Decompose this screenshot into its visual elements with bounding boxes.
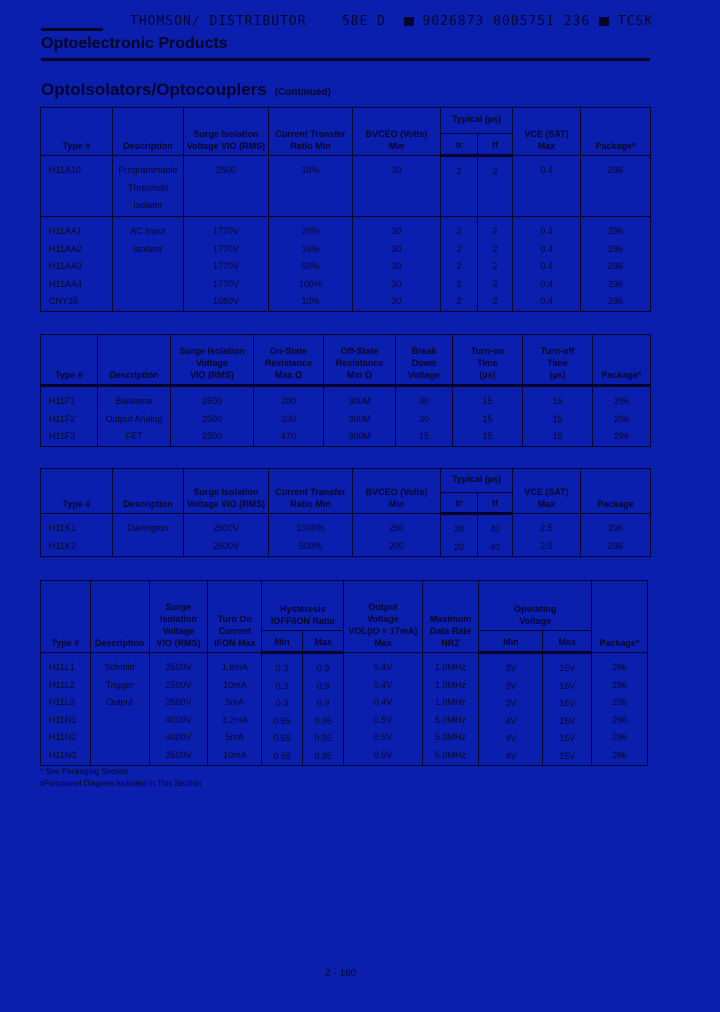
table-cell: 3V 3V 3V 4V 4V 4V bbox=[479, 653, 543, 766]
col-header: Turn-off Time (µs) bbox=[523, 335, 593, 386]
table-cell: 296 296 296 bbox=[593, 386, 651, 447]
table-cell: 1.0MHz 1.0MHz 1.0MHz 5.0MHz 5.0MHz 5.0MHz bbox=[422, 653, 479, 766]
table-cell: 200 330 470 bbox=[254, 386, 324, 447]
col-header: Typical (µs) bbox=[441, 469, 513, 493]
footnote: * See Packaging Section bbox=[40, 767, 129, 776]
col-header: Min bbox=[262, 631, 303, 653]
col-header: Package bbox=[581, 469, 651, 514]
table-cell: AC Input Isolator bbox=[113, 217, 184, 312]
header-bar bbox=[41, 28, 103, 31]
heading-text: OptoIsolators/Optocouplers bbox=[41, 80, 267, 99]
col-header: Surge Isolation Voltage VIO (RMS) bbox=[149, 581, 208, 653]
table-row bbox=[41, 514, 651, 557]
table-cell: 2500V 2500V 2500V 4000V 4000V 2500V bbox=[149, 653, 208, 766]
col-header: Type # bbox=[41, 581, 91, 653]
block-mark bbox=[404, 17, 414, 26]
block-mark bbox=[599, 17, 609, 26]
optoisolator-table bbox=[40, 107, 651, 312]
divider bbox=[41, 58, 650, 61]
col-header: tr bbox=[441, 134, 478, 156]
col-header: Description bbox=[113, 469, 184, 514]
table-cell: 0.4 0.4 0.4 0.4 0.4 bbox=[513, 217, 581, 312]
table-cell: 20% 10% 50% 100% 10% bbox=[269, 217, 353, 312]
col-header: Package* bbox=[593, 335, 651, 386]
code-text: 58E D bbox=[341, 14, 386, 29]
section-title: Optoelectronic Products bbox=[41, 35, 228, 52]
col-header: Description bbox=[113, 108, 184, 156]
table-cell: 2500 2500 2500 bbox=[171, 386, 254, 447]
table-cell: 250 200 bbox=[353, 514, 441, 557]
page-heading bbox=[41, 80, 331, 100]
table-cell: 2 2 2 2 2 bbox=[441, 217, 478, 312]
col-header: tr bbox=[441, 493, 478, 514]
table-cell: 10% bbox=[269, 156, 353, 217]
footnote: #Functional Diagram Included In This Section bbox=[40, 779, 202, 788]
table-cell: 1.6mA 10mA 5mA 3.2mA 5mA 10mA bbox=[208, 653, 262, 766]
table-cell: 2 2 2 2 2 bbox=[478, 217, 513, 312]
col-header: Maximum Data Rate NRZ bbox=[422, 581, 479, 653]
table-row bbox=[41, 653, 648, 766]
table-cell: 1000% 500% bbox=[269, 514, 353, 557]
table-cell: 16V 16V 16V 15V 15V 15V bbox=[543, 653, 592, 766]
col-header: tf bbox=[478, 493, 513, 514]
table-cell: 20 20 bbox=[441, 514, 478, 557]
table-cell: 2.5 2.5 bbox=[513, 514, 581, 557]
heading-note: (Continued) bbox=[274, 87, 331, 98]
col-header: BVCEO (Volts) Min bbox=[353, 108, 441, 156]
col-header: Break Down Voltage bbox=[396, 335, 453, 386]
col-header: Hysteresis IOFF/ION Ratio bbox=[262, 581, 344, 631]
table-cell: Schmitt Trigger Output bbox=[90, 653, 149, 766]
col-header: VCE (SAT) Max bbox=[513, 469, 581, 514]
col-header: Package* bbox=[581, 108, 651, 156]
table-cell: 296 296 296 296 296 296 bbox=[592, 653, 648, 766]
table-cell: 2500 bbox=[184, 156, 269, 217]
table-cell: 15 15 15 bbox=[523, 386, 593, 447]
col-header: VCE (SAT) Max bbox=[513, 108, 581, 156]
col-header: BVCEO (Volts) Min bbox=[353, 469, 441, 514]
table-cell: Bialateral Output Analog FET bbox=[98, 386, 171, 447]
table-cell: 296 296 296 296 296 bbox=[581, 217, 651, 312]
table-cell: Darlington bbox=[113, 514, 184, 557]
col-header: Max bbox=[302, 631, 344, 653]
col-header: Surge Isolation Voltage VIO (RMS) bbox=[184, 108, 269, 156]
col-header: Surge Isolation Voltage VIO (RMS) bbox=[171, 335, 254, 386]
table-row bbox=[41, 156, 651, 217]
col-header: Current Transfer Ratio Min bbox=[269, 469, 353, 514]
table-cell: 2 bbox=[478, 156, 513, 217]
table-cell: 296 bbox=[581, 156, 651, 217]
type-cell: H11A10 bbox=[41, 156, 113, 217]
code-text: TCSK bbox=[617, 14, 654, 29]
col-header: Type # bbox=[41, 469, 113, 514]
col-header: Min bbox=[479, 631, 543, 653]
col-header: Package* bbox=[592, 581, 648, 653]
page-number: 2 - 160 bbox=[325, 968, 357, 979]
col-header: Type # bbox=[41, 335, 98, 386]
table-cell: 300M 300M 300M bbox=[324, 386, 396, 447]
col-header: On-State Resistance Max Ω bbox=[254, 335, 324, 386]
col-header: Output Voltage VOL(IO = 17mA) Max bbox=[344, 581, 422, 653]
col-header: Max bbox=[543, 631, 592, 653]
darlington-table bbox=[40, 468, 651, 557]
table-cell: 0.4 bbox=[513, 156, 581, 217]
type-cell: H11F1 H11F2 H11F3 bbox=[41, 386, 98, 447]
fet-optocoupler-table bbox=[40, 334, 651, 447]
schmitt-trigger-table bbox=[40, 580, 648, 766]
table-cell: 2 bbox=[441, 156, 478, 217]
table-cell: 40 40 bbox=[478, 514, 513, 557]
table-cell: 0.9 0.9 0.9 0.95 0.95 0.95 bbox=[302, 653, 344, 766]
code-text: 9026873 0005751 236 bbox=[422, 14, 591, 29]
type-cell: H11AA1 H11AA2 H11AA3 H11AA4 CNY35 bbox=[41, 217, 113, 312]
col-header: Description bbox=[98, 335, 171, 386]
scan-header bbox=[130, 14, 653, 29]
table-cell: 30 30 30 30 30 bbox=[353, 217, 441, 312]
table-cell: 0.3 0.3 0.3 0.65 0.65 0.65 bbox=[262, 653, 303, 766]
table-row bbox=[41, 386, 651, 447]
table-cell: 15 15 15 bbox=[453, 386, 523, 447]
col-header: Typical (µs) bbox=[441, 108, 513, 134]
table-cell: 296 296 bbox=[581, 514, 651, 557]
col-header: Type # bbox=[41, 108, 113, 156]
col-header: tf bbox=[478, 134, 513, 156]
col-header: Current Transfer Ratio Min bbox=[269, 108, 353, 156]
col-header: Description bbox=[90, 581, 149, 653]
table-cell: 2500V 2500V bbox=[184, 514, 269, 557]
col-header: Turn On Current IFON Max bbox=[208, 581, 262, 653]
table-cell: 30 30 15 bbox=[396, 386, 453, 447]
table-row bbox=[41, 217, 651, 312]
type-cell: H11L1 H11L2 H11L3 H11N1 H11N2 H11N3 bbox=[41, 653, 91, 766]
table-cell: 0.4V 0.4V 0.4V 0.5V 0.5V 0.5V bbox=[344, 653, 422, 766]
table-cell: 1770V 1770V 1770V 1770V 1060V bbox=[184, 217, 269, 312]
table-cell: 30 bbox=[353, 156, 441, 217]
col-header: Operating Voltage bbox=[479, 581, 592, 631]
distributor-text: THOMSON/ DISTRIBUTOR bbox=[130, 14, 307, 29]
type-cell: H11K1 H11K2 bbox=[41, 514, 113, 557]
col-header: Surge Isolation Voltage VIO (RMS) bbox=[184, 469, 269, 514]
table-cell: Programmable Threshold Isolator bbox=[113, 156, 184, 217]
col-header: Turn-on Time (µs) bbox=[453, 335, 523, 386]
col-header: Off-State Resistance Min Ω bbox=[324, 335, 396, 386]
